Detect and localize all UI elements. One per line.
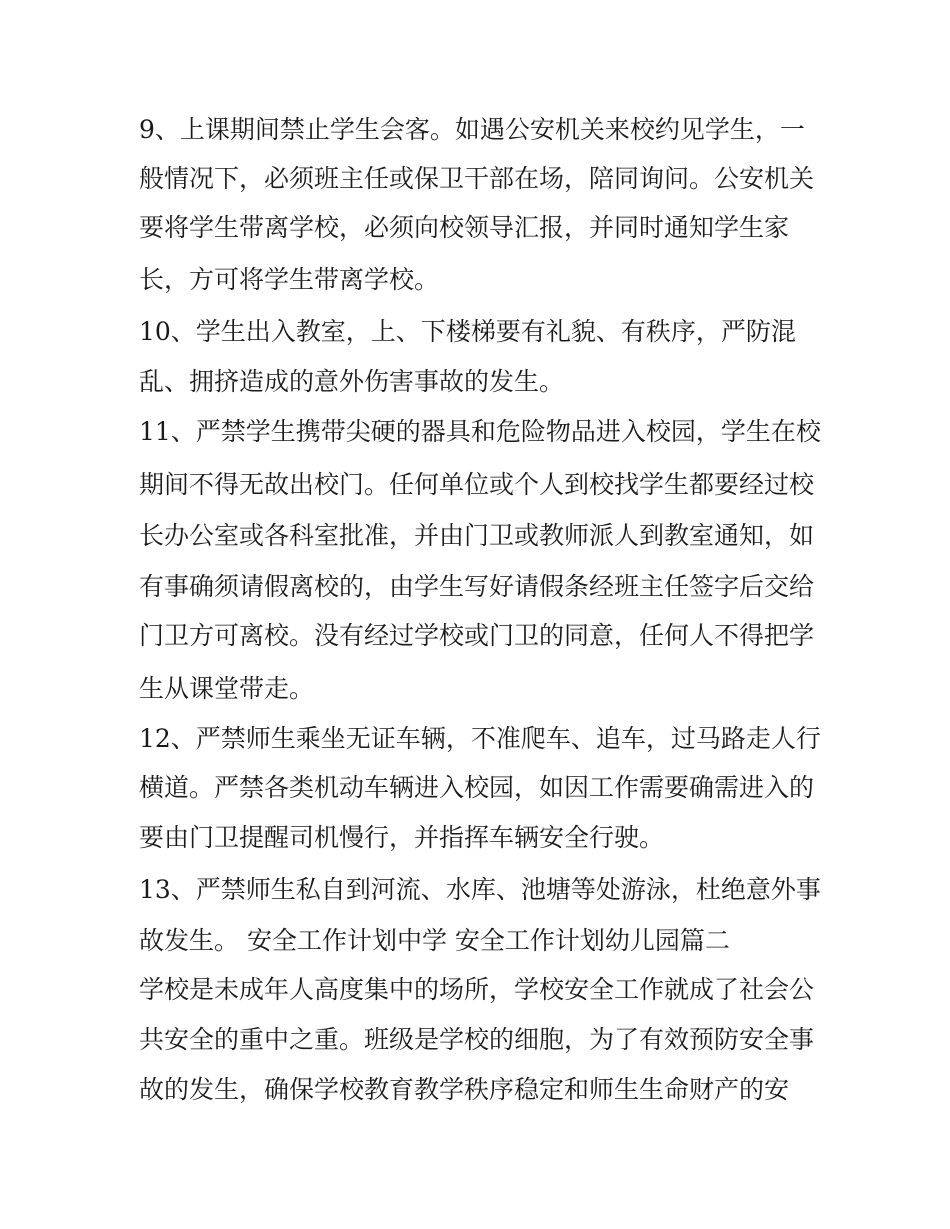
text-line: 般情况下，必须班主任或保卫干部在场，陪同询问。公安机关 — [139, 164, 815, 193]
text-line: 学校是未成年人高度集中的场所，学校安全工作就成了社会公 — [139, 975, 815, 1004]
text-line: 门卫方可离校。没有经过学校或门卫的同意，任何人不得把学 — [139, 621, 815, 650]
text-line: 12、严禁师生乘坐无证车辆，不准爬车、追车，过马路走人行 — [139, 724, 821, 753]
text-line: 要由门卫提醒司机慢行，并指挥车辆安全行驶。 — [139, 823, 665, 852]
text-line: 期间不得无故出校门。任何单位或个人到校找学生都要经过校 — [139, 470, 815, 499]
text-line: 长，方可将学生带离学校。 — [139, 265, 440, 294]
text-line: 有事确须请假离校的，由学生写好请假条经班主任签字后交给 — [139, 572, 815, 601]
text-line: 9、上课期间禁止学生会客。如遇公安机关来校约见学生，一 — [139, 115, 805, 144]
text-line: 10、学生出入教室，上、下楼梯要有礼貌、有秩序，严防混 — [139, 317, 796, 346]
text-line: 长办公室或各科室批准，并由门卫或教师派人到教室通知，如 — [139, 521, 815, 550]
text-line: 13、严禁师生私自到河流、水库、池塘等处游泳，杜绝意外事 — [139, 875, 821, 904]
text-line: 要将学生带离学校，必须向校领导汇报，并同时通知学生家 — [139, 213, 790, 242]
text-line: 生从课堂带走。 — [139, 674, 315, 703]
text-line: 故发生。 安全工作计划中学 安全工作计划幼儿园篇二 — [139, 926, 730, 955]
text-line: 故的发生，确保学校教育教学秩序稳定和师生生命财产的安 — [139, 1075, 790, 1104]
text-line: 11、严禁学生携带尖硬的器具和危险物品进入校园，学生在校 — [139, 417, 821, 446]
text-line: 乱、拥挤造成的意外伤害事故的发生。 — [139, 367, 565, 396]
text-line: 共安全的重中之重。班级是学校的细胞，为了有效预防安全事 — [139, 1025, 815, 1054]
text-line: 横道。严禁各类机动车辆进入校园，如因工作需要确需进入的 — [139, 773, 815, 802]
